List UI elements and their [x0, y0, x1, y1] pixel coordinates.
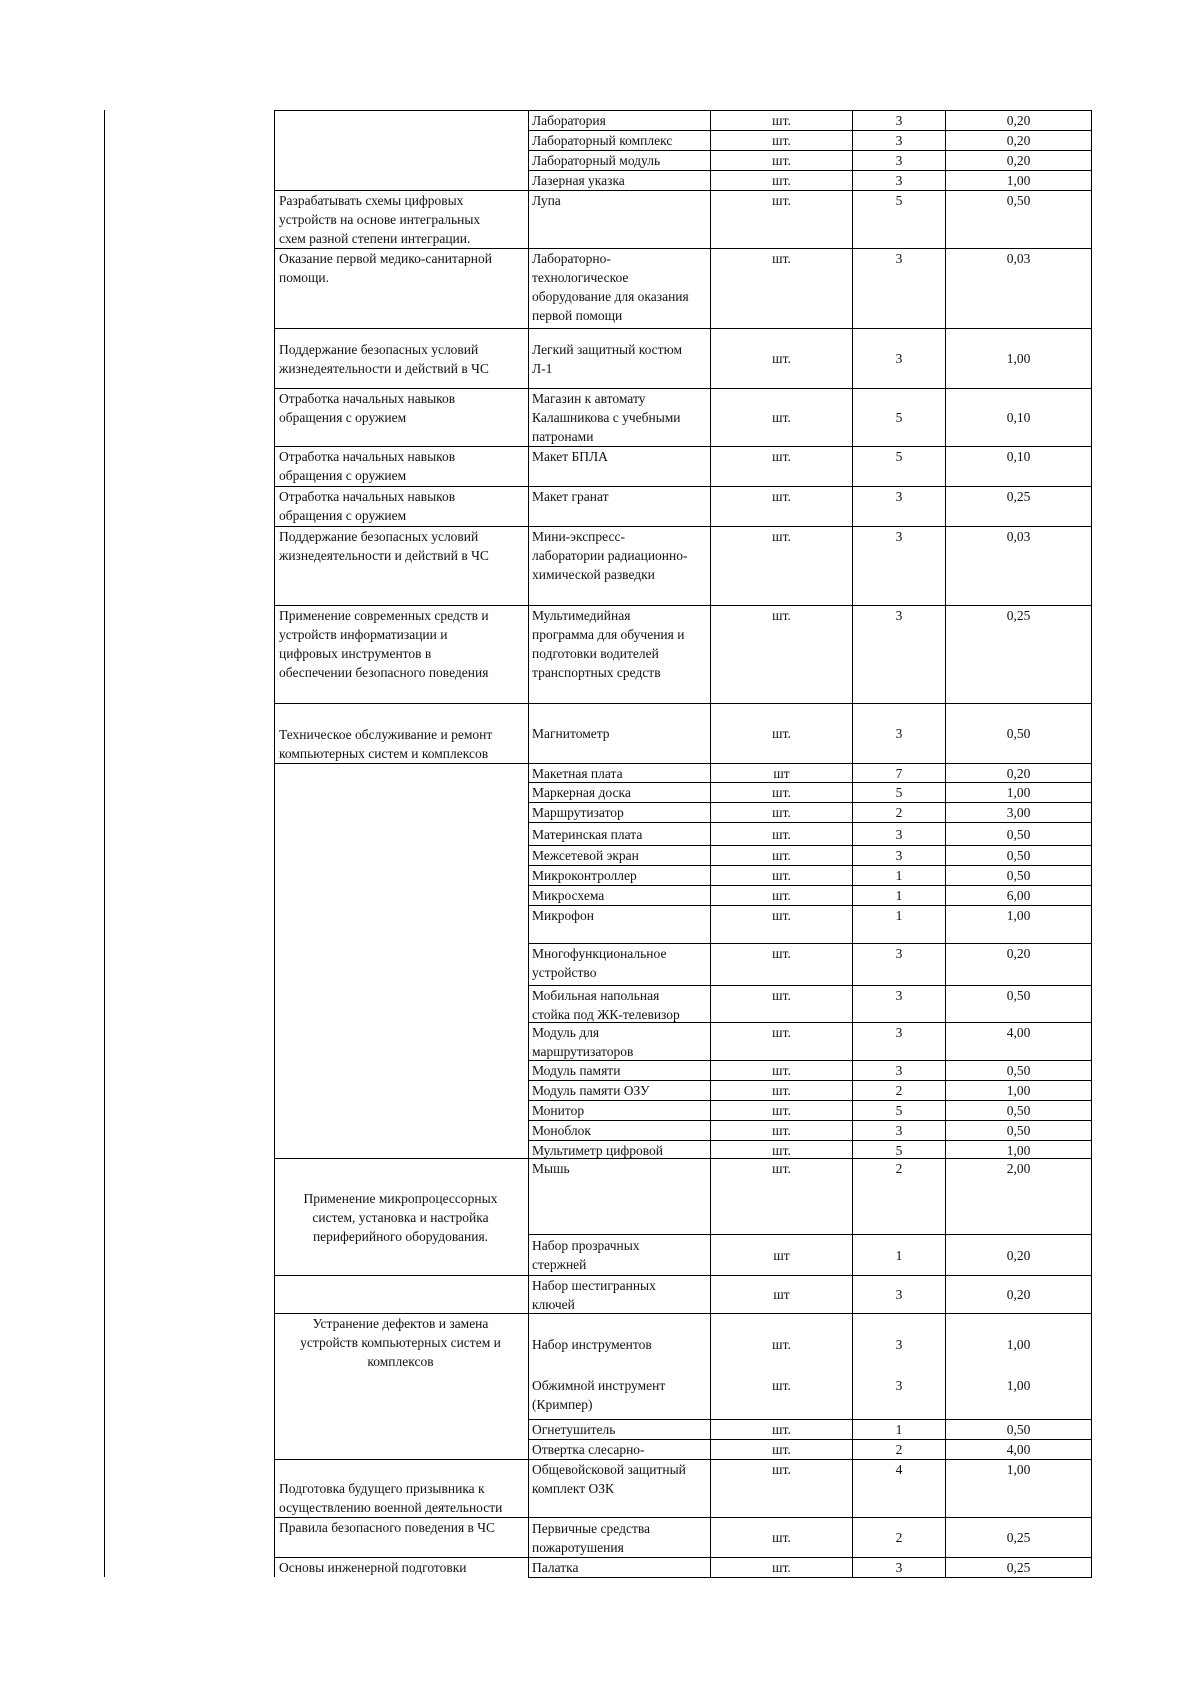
unit-cell: шт.	[772, 1337, 791, 1352]
quantity-cell: 5	[895, 193, 903, 208]
norm-cell: 1,00	[1006, 908, 1031, 923]
unit-cell: шт	[773, 766, 790, 781]
equipment-name-cell: Многофункциональное устройство	[532, 946, 667, 980]
quantity-cell: 3	[895, 1560, 903, 1575]
quantity-cell: 3	[895, 489, 903, 504]
norm-cell: 4,00	[1006, 1442, 1031, 1457]
quantity-cell: 5	[895, 410, 903, 425]
activity-cell	[275, 1276, 528, 1313]
norm-cell: 0,25	[1006, 1560, 1031, 1575]
norm-cell: 0,50	[1006, 1123, 1031, 1138]
unit-cell: шт.	[772, 868, 791, 883]
quantity-cell: 3	[895, 1123, 903, 1138]
norm-cell: 0,50	[1006, 868, 1031, 883]
quantity-cell: 3	[895, 173, 903, 188]
quantity-cell: 3	[895, 1025, 903, 1040]
unit-cell: шт.	[772, 1143, 791, 1158]
equipment-name-cell: Магазин к автомату Калашникова с учебными патронами	[532, 391, 681, 444]
equipment-name-cell: Набор шестигранных ключей	[532, 1277, 656, 1312]
equipment-name-cell: Макет гранат	[532, 489, 609, 504]
norm-cell: 0,20	[1006, 1287, 1031, 1302]
equipment-name-cell: Мультимедийная программа для обучения и подготовки водителей транспортных средств	[532, 608, 685, 680]
unit-cell: шт.	[772, 805, 791, 820]
equipment-name-cell: Легкий защитный костюм Л-1	[532, 341, 683, 376]
norm-cell: 0,20	[1006, 113, 1031, 128]
norm-cell: 6,00	[1006, 888, 1031, 903]
quantity-cell: 3	[895, 351, 903, 366]
norm-cell: 1,00	[1006, 1462, 1031, 1477]
unit-cell: шт.	[772, 351, 791, 366]
quantity-cell: 3	[895, 946, 903, 961]
equipment-name-cell: Мышь	[532, 1161, 570, 1176]
equipment-name-cell: Моноблок	[532, 1123, 591, 1138]
quantity-cell: 4	[895, 1462, 903, 1477]
equipment-name-cell: Монитор	[532, 1103, 585, 1118]
unit-cell: шт.	[772, 946, 791, 961]
quantity-cell: 3	[895, 608, 903, 623]
equipment-name-cell: Модуль для маршрутизаторов	[532, 1025, 634, 1059]
unit-cell: шт.	[772, 1063, 791, 1078]
norm-cell: 0,50	[1006, 988, 1031, 1003]
unit-cell: шт.	[772, 449, 791, 464]
quantity-cell: 2	[895, 1083, 903, 1098]
equipment-name-cell: Лазерная указка	[532, 173, 625, 188]
norm-cell: 0,25	[1006, 489, 1031, 504]
norm-cell: 0,20	[1006, 153, 1031, 168]
equipment-name-cell: Набор инструментов	[532, 1337, 652, 1352]
unit-cell: шт.	[772, 133, 791, 148]
activity-cell	[275, 111, 528, 190]
unit-cell: шт.	[772, 173, 791, 188]
equipment-name-cell: Первичные средства пожаротушения	[532, 1520, 651, 1555]
quantity-cell: 3	[895, 133, 903, 148]
unit-cell: шт.	[772, 608, 791, 623]
equipment-name-cell: Огнетушитель	[532, 1422, 616, 1437]
norm-cell: 1,00	[1006, 351, 1031, 366]
equipment-name-cell: Отвертка слесарно-	[532, 1442, 645, 1457]
norm-cell: 0,50	[1006, 848, 1031, 863]
quantity-cell: 5	[895, 1143, 903, 1158]
unit-cell: шт.	[772, 1123, 791, 1138]
quantity-cell: 3	[895, 1287, 903, 1302]
equipment-name-cell: Мультиметр цифровой	[532, 1143, 664, 1158]
norm-cell: 1,00	[1006, 173, 1031, 188]
equipment-name-cell: Общевойсковой защитный комплект ОЗК	[532, 1462, 686, 1496]
equipment-name-cell: Палатка	[532, 1560, 579, 1575]
equipment-name-cell: Маркерная доска	[532, 785, 631, 800]
activity-cell: Поддержание безопасных условий жизнедеятельности и действий в ЧС	[279, 341, 489, 376]
unit-cell: шт.	[772, 153, 791, 168]
quantity-cell: 3	[895, 251, 903, 266]
quantity-cell: 7	[895, 766, 903, 781]
equipment-name-cell: Лабораторный модуль	[532, 153, 661, 168]
quantity-cell: 1	[895, 1247, 903, 1263]
quantity-cell: 3	[895, 1378, 903, 1393]
unit-cell: шт.	[772, 726, 791, 741]
quantity-cell: 2	[895, 1161, 903, 1176]
norm-cell: 1,00	[1006, 1378, 1031, 1393]
unit-cell: шт	[773, 1287, 790, 1302]
equipment-name-cell: Лабораторно- технологическое оборудование для оказания первой помощи	[532, 251, 689, 323]
unit-cell: шт.	[772, 1161, 791, 1176]
quantity-cell: 2	[895, 1530, 903, 1545]
activity-cell: Оказание первой медико-санитарной помощи.	[279, 251, 493, 285]
unit-cell: шт.	[772, 1422, 791, 1437]
activity-cell: Отработка начальных навыков обращения с оружием	[279, 489, 456, 523]
norm-cell: 1,00	[1006, 1337, 1031, 1352]
equipment-name-cell: Микросхема	[532, 888, 605, 903]
norm-cell: 3,00	[1006, 805, 1031, 820]
quantity-cell: 3	[895, 726, 903, 741]
unit-cell: шт.	[772, 1083, 791, 1098]
norm-cell: 0,50	[1006, 1063, 1031, 1078]
unit-cell: шт.	[772, 1442, 791, 1457]
quantity-cell: 3	[895, 988, 903, 1003]
equipment-name-cell: Лупа	[532, 193, 561, 208]
equipment-name-cell: Магнитометр	[532, 726, 610, 741]
equipment-name-cell: Макет БПЛА	[532, 449, 608, 464]
equipment-name-cell: Межсетевой экран	[532, 848, 639, 863]
equipment-name-cell: Маршрутизатор	[532, 805, 624, 820]
unit-cell: шт.	[772, 1462, 791, 1477]
norm-cell: 0,20	[1006, 766, 1031, 781]
norm-cell: 0,20	[1006, 946, 1031, 961]
equipment-name-cell: Материнская плата	[532, 826, 643, 842]
equipment-name-cell: Лаборатория	[532, 113, 606, 128]
unit-cell: шт.	[772, 785, 791, 800]
unit-cell: шт.	[772, 888, 791, 903]
activity-cell: Применение современных средств и устройств информатизации и цифровых инструментов в обеспечении безопасного поведения	[279, 608, 489, 680]
norm-cell: 4,00	[1006, 1025, 1031, 1040]
unit-cell: шт.	[772, 410, 791, 425]
unit-cell: шт.	[772, 848, 791, 863]
row-gridline	[528, 1577, 1092, 1578]
equipment-name-cell: Макетная плата	[532, 766, 623, 781]
norm-cell: 2,00	[1006, 1161, 1031, 1176]
activity-cell: Отработка начальных навыков обращения с оружием	[279, 449, 456, 483]
table-border-right	[1091, 110, 1092, 1577]
unit-cell: шт.	[772, 489, 791, 504]
unit-cell: шт.	[772, 193, 791, 208]
quantity-cell: 5	[895, 1103, 903, 1118]
norm-cell: 0,10	[1006, 410, 1031, 425]
equipment-name-cell: Лабораторный комплекс	[532, 133, 673, 148]
equipment-name-cell: Микрофон	[532, 908, 595, 923]
left-margin-rule	[104, 110, 105, 1577]
norm-cell: 0,03	[1006, 251, 1031, 266]
activity-cell: Техническое обслуживание и ремонт компьютерных систем и комплексов	[279, 727, 493, 761]
quantity-cell: 5	[895, 449, 903, 464]
quantity-cell: 3	[895, 1063, 903, 1078]
norm-cell: 0,50	[1006, 1103, 1031, 1118]
unit-cell: шт.	[772, 251, 791, 266]
activity-cell	[275, 764, 528, 1158]
activity-cell: Разрабатывать схемы цифровых устройств на основе интегральных схем разной степени интеграции.	[279, 193, 481, 246]
activity-cell: Применение микропроцессорных систем, установка и настройка периферийного оборудования.	[303, 1190, 498, 1244]
quantity-cell: 3	[895, 153, 903, 168]
activity-cell: Устранение дефектов и замена устройств компьютерных систем и комплексов	[300, 1316, 501, 1369]
norm-cell: 0,20	[1006, 1247, 1031, 1263]
unit-cell: шт.	[772, 1103, 791, 1118]
quantity-cell: 2	[895, 805, 903, 820]
norm-cell: 1,00	[1006, 1083, 1031, 1098]
unit-cell: шт	[773, 1247, 790, 1263]
norm-cell: 0,20	[1006, 133, 1031, 148]
equipment-name-cell: Модуль памяти	[532, 1063, 621, 1078]
unit-cell: шт.	[772, 826, 791, 842]
equipment-name-cell: Микроконтроллер	[532, 868, 637, 883]
norm-cell: 1,00	[1006, 1143, 1031, 1158]
unit-cell: шт.	[772, 988, 791, 1003]
unit-cell: шт.	[772, 908, 791, 923]
quantity-cell: 3	[895, 113, 903, 128]
unit-cell: шт.	[772, 1378, 791, 1393]
norm-cell: 0,03	[1006, 529, 1031, 544]
quantity-cell: 3	[895, 848, 903, 863]
equipment-name-cell: Мини-экспресс- лаборатории радиационно- химической разведки	[532, 529, 688, 582]
quantity-cell: 1	[895, 1422, 903, 1437]
norm-cell: 0,50	[1006, 193, 1031, 208]
norm-cell: 0,50	[1006, 1422, 1031, 1437]
unit-cell: шт.	[772, 529, 791, 544]
activity-cell: Правила безопасного поведения в ЧС	[279, 1520, 496, 1535]
norm-cell: 0,25	[1006, 1530, 1031, 1545]
quantity-cell: 5	[895, 785, 903, 800]
activity-cell: Основы инженерной подготовки	[279, 1560, 467, 1575]
quantity-cell: 3	[895, 529, 903, 544]
norm-cell: 0,50	[1006, 826, 1031, 842]
activity-cell: Отработка начальных навыков обращения с оружием	[279, 391, 456, 425]
quantity-cell: 1	[895, 868, 903, 883]
equipment-name-cell: Мобильная напольная стойка под ЖК-телевизор	[532, 988, 680, 1022]
quantity-cell: 2	[895, 1442, 903, 1457]
norm-cell: 0,25	[1006, 608, 1031, 623]
activity-cell: Подготовка будущего призывника к осуществлению военной деятельности	[279, 1481, 503, 1515]
norm-cell: 0,50	[1006, 726, 1031, 741]
quantity-cell: 1	[895, 908, 903, 923]
equipment-name-cell: Набор прозрачных стержней	[532, 1238, 640, 1272]
norm-cell: 0,10	[1006, 449, 1031, 464]
unit-cell: шт.	[772, 113, 791, 128]
unit-cell: шт.	[772, 1530, 791, 1545]
equipment-name-cell: Обжимной инструмент (Кримпер)	[532, 1378, 666, 1412]
unit-cell: шт.	[772, 1560, 791, 1575]
quantity-cell: 3	[895, 826, 903, 842]
equipment-name-cell: Модуль памяти ОЗУ	[532, 1083, 650, 1098]
quantity-cell: 1	[895, 888, 903, 903]
activity-cell: Поддержание безопасных условий жизнедеятельности и действий в ЧС	[279, 529, 489, 563]
quantity-cell: 3	[895, 1337, 903, 1352]
unit-cell: шт.	[772, 1025, 791, 1040]
norm-cell: 1,00	[1006, 785, 1031, 800]
